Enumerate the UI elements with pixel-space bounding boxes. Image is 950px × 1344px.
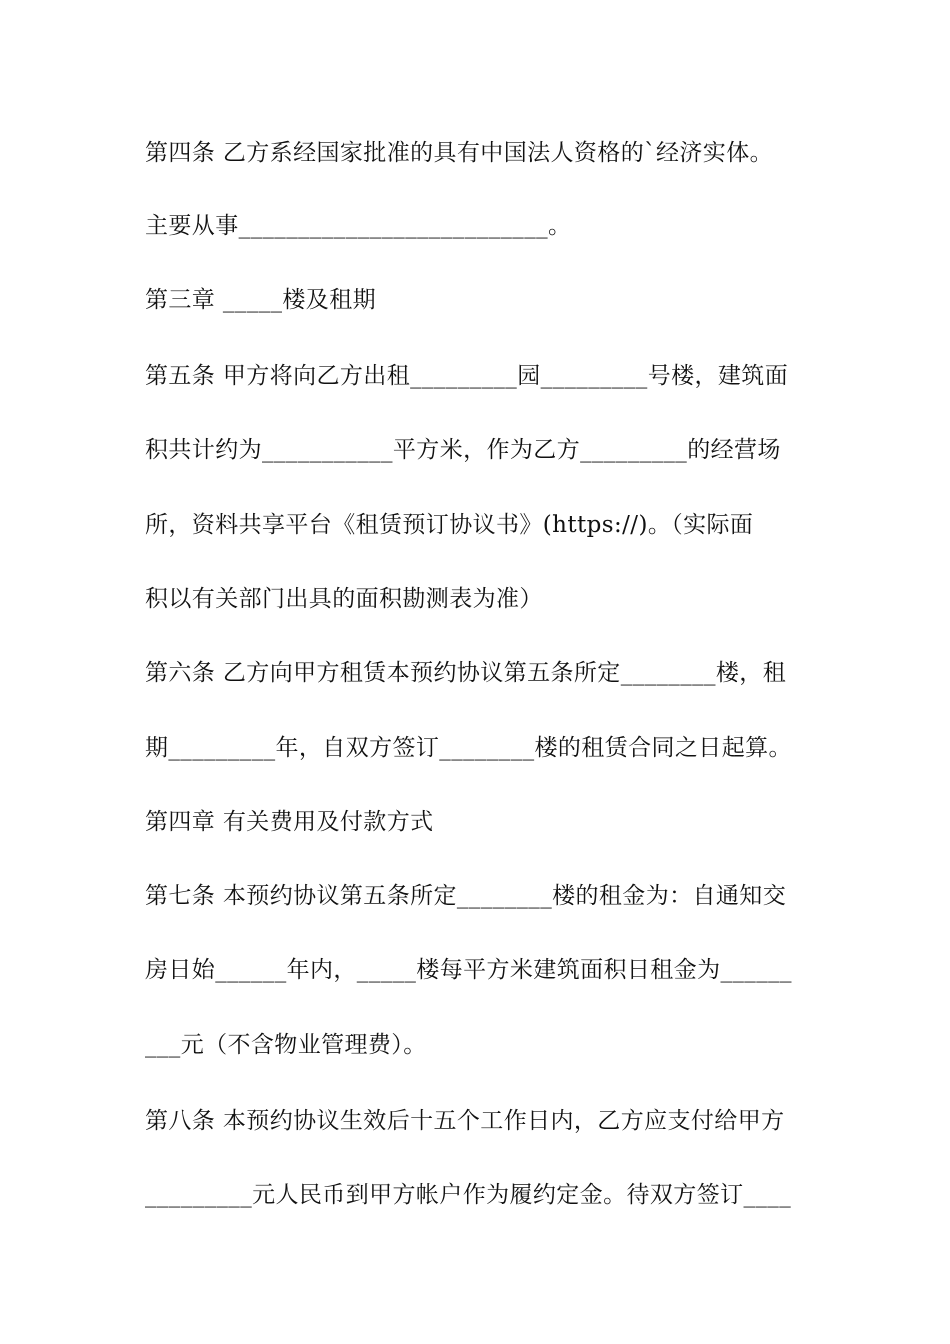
article-5-line-1: 第五条 甲方将向乙方出租_________园_________号楼，建筑面 <box>145 363 789 389</box>
article-5-line-4: 积以有关部门出具的面积勘测表为准） <box>145 586 543 612</box>
article-6-line-1: 第六条 乙方向甲方租赁本预约协议第五条所定________楼，租 <box>145 660 787 686</box>
article-8-line-2: _________元人民币到甲方帐户作为履约定金。待双方签订____ <box>145 1182 792 1208</box>
article-7-line-1: 第七条 本预约协议第五条所定________楼的租金为：自通知交 <box>145 883 787 909</box>
article-8-line-1: 第八条 本预约协议生效后十五个工作日内，乙方应支付给甲方 <box>145 1108 785 1134</box>
article-6-line-2: 期_________年，自双方签订________楼的租赁合同之日起算。 <box>145 735 792 761</box>
chapter-3-heading: 第三章 _____楼及租期 <box>145 287 377 313</box>
article-4-line-2: 主要从事__________________________。 <box>145 213 572 239</box>
chapter-4-heading: 第四章 有关费用及付款方式 <box>145 809 434 835</box>
article-7-line-2: 房日始______年内，_____楼每平方米建筑面积日租金为______ <box>145 957 792 983</box>
article-4-line-1: 第四条 乙方系经国家批准的具有中国法人资格的`经济实体。 <box>145 140 774 166</box>
article-7-line-3: ___元（不含物业管理费）。 <box>145 1032 427 1058</box>
article-5-line-2: 积共计约为___________平方米，作为乙方_________的经营场 <box>145 437 781 463</box>
article-5-line-3: 所，资料共享平台《租赁预订协议书》(https://)。（实际面 <box>145 512 754 538</box>
